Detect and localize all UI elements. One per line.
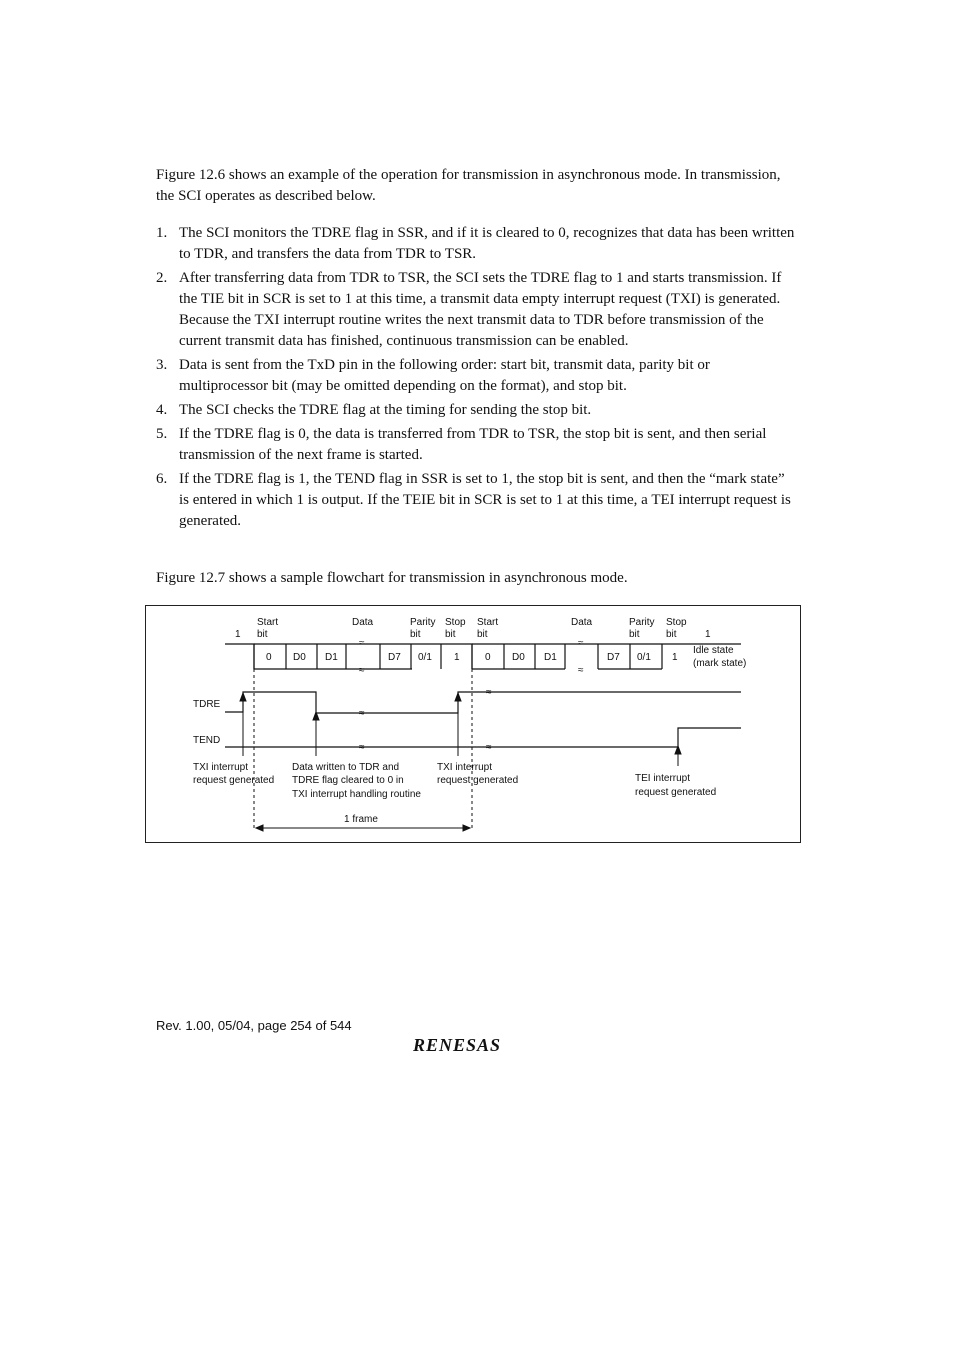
- header-parity-bit: Parity: [629, 617, 655, 628]
- list-item: [156, 355, 796, 397]
- frame2-bit: 0: [485, 652, 491, 663]
- frame1-bit: D7: [388, 652, 401, 663]
- break-mark-symbol: ≈: [486, 687, 492, 698]
- frame2-bit: D7: [607, 652, 620, 663]
- frame2-bit: 1: [672, 652, 678, 663]
- page-footer: Rev. 1.00, 05/04, page 254 of 544: [156, 1018, 352, 1033]
- frame1-bit: 1: [454, 652, 460, 663]
- frame-label: 1 frame: [344, 814, 378, 825]
- list-item: [156, 469, 796, 532]
- break-mark-symbol: ≈: [359, 742, 365, 753]
- header-data: Data: [571, 617, 593, 628]
- header-start-bit: Start: [477, 617, 499, 628]
- step-text: After transferring data from TDR to TSR, the SCI sets the TDRE flag to 1 and starts transmission. If the TIE bit in SCR is set to 1 at this time, a transmit data empty interrupt request (TXI) is generated. Because the TXI interrupt routine writes the next transmit data to TDR before transmission of the current transmit data has finished, continuous transmission can be enabled.: [179, 270, 782, 349]
- logo-text: RENESAS: [413, 1035, 502, 1055]
- list-item: [156, 268, 796, 352]
- break-mark-symbol: ≈: [486, 742, 492, 753]
- header-start-bit: bit: [257, 629, 268, 640]
- signal-tdre-label: TDRE: [193, 699, 221, 710]
- txi-interrupt-note: TXI interrupt: [193, 762, 249, 773]
- frame2-bit: 0/1: [637, 652, 651, 663]
- header-start-bit: Start: [257, 617, 279, 628]
- list-item: [156, 424, 796, 466]
- event-arrows: [240, 693, 681, 766]
- step-number: 6.: [156, 471, 168, 487]
- data-written-note: TXI interrupt handling routine: [292, 789, 421, 800]
- step-number: 5.: [156, 426, 168, 442]
- outro-paragraph: Figure 12.7 shows a sample flowchart for transmission in asynchronous mode.: [156, 570, 628, 586]
- tei-interrupt-note: request generated: [635, 787, 717, 798]
- step-text: The SCI checks the TDRE flag at the timing for sending the stop bit.: [179, 402, 592, 418]
- step-text: The SCI monitors the TDRE flag in SSR, and if it is cleared to 0, recognizes that data has been written to TDR, and transfers the data from TDR to TSR.: [179, 225, 795, 262]
- header-parity-bit: bit: [629, 629, 640, 640]
- frame1-bit: 0/1: [418, 652, 432, 663]
- step-text: If the TDRE flag is 0, the data is transferred from TDR to TSR, the stop bit is sent, and then serial transmission of the next frame is started.: [179, 426, 767, 463]
- data-written-note: Data written to TDR and: [292, 762, 400, 773]
- tei-interrupt-note: TEI interrupt: [635, 773, 691, 784]
- break-mark-symbol: ≈: [359, 665, 365, 676]
- step-number: 2.: [156, 270, 168, 286]
- txi-interrupt-note: request generated: [437, 775, 519, 786]
- intro-paragraph: Figure 12.6 shows an example of the operation for transmission in asynchronous mode. In transmission, the SCI operates as described below.: [156, 167, 781, 204]
- data-written-note: TDRE flag cleared to 0 in: [292, 775, 404, 786]
- txi-interrupt-note: TXI interrupt: [437, 762, 493, 773]
- tdre-waveform: [225, 692, 741, 713]
- break-mark-symbol: ≈: [359, 638, 365, 649]
- header-start-bit: bit: [477, 629, 488, 640]
- signal-tend-label: TEND: [193, 735, 221, 746]
- renesas-logo: [413, 1035, 535, 1060]
- header-stop-bit: bit: [666, 629, 677, 640]
- step-number: 4.: [156, 402, 168, 418]
- tend-waveform: [225, 728, 741, 747]
- operation-steps-list: [156, 223, 796, 535]
- level-one-label: 1: [705, 629, 711, 640]
- header-data: Data: [352, 617, 374, 628]
- break-mark-symbol: ≈: [359, 708, 365, 719]
- idle-state-label: Idle state: [693, 645, 734, 656]
- header-parity-bit: Parity: [410, 617, 436, 628]
- frame1-bit: 0: [266, 652, 272, 663]
- frame2-bit: D0: [512, 652, 525, 663]
- timing-diagram-figure: [145, 605, 801, 843]
- step-number: 1.: [156, 225, 168, 241]
- header-stop-bit: bit: [445, 629, 456, 640]
- step-text: Data is sent from the TxD pin in the following order: start bit, transmit data, parity bit or multiprocessor bit (may be omitted depending on the format), and stop bit.: [179, 357, 710, 394]
- frame1-bit: D0: [293, 652, 306, 663]
- header-stop-bit: Stop: [445, 617, 466, 628]
- frame1-bit: D1: [325, 652, 338, 663]
- frame-dimension: [256, 825, 470, 831]
- list-item: [156, 223, 796, 265]
- timing-diagram: [146, 606, 800, 842]
- frame2-bit: D1: [544, 652, 557, 663]
- renesas-logo-mark: [413, 1035, 535, 1055]
- step-text: If the TDRE flag is 1, the TEND flag in SSR is set to 1, the stop bit is sent, and then the “mark state” is entered in which 1 is output. If the TEIE bit in SCR is set to 1 at this time, a TEI interrupt request is generated.: [179, 471, 791, 529]
- header-parity-bit: bit: [410, 629, 421, 640]
- level-one-label: 1: [235, 629, 241, 640]
- step-number: 3.: [156, 357, 168, 373]
- list-item: [156, 400, 796, 421]
- txi-interrupt-note: request generated: [193, 775, 275, 786]
- header-stop-bit: Stop: [666, 617, 687, 628]
- idle-state-label: (mark state): [693, 658, 747, 669]
- break-mark-symbol: ≈: [578, 638, 584, 649]
- break-mark-symbol: ≈: [578, 665, 584, 676]
